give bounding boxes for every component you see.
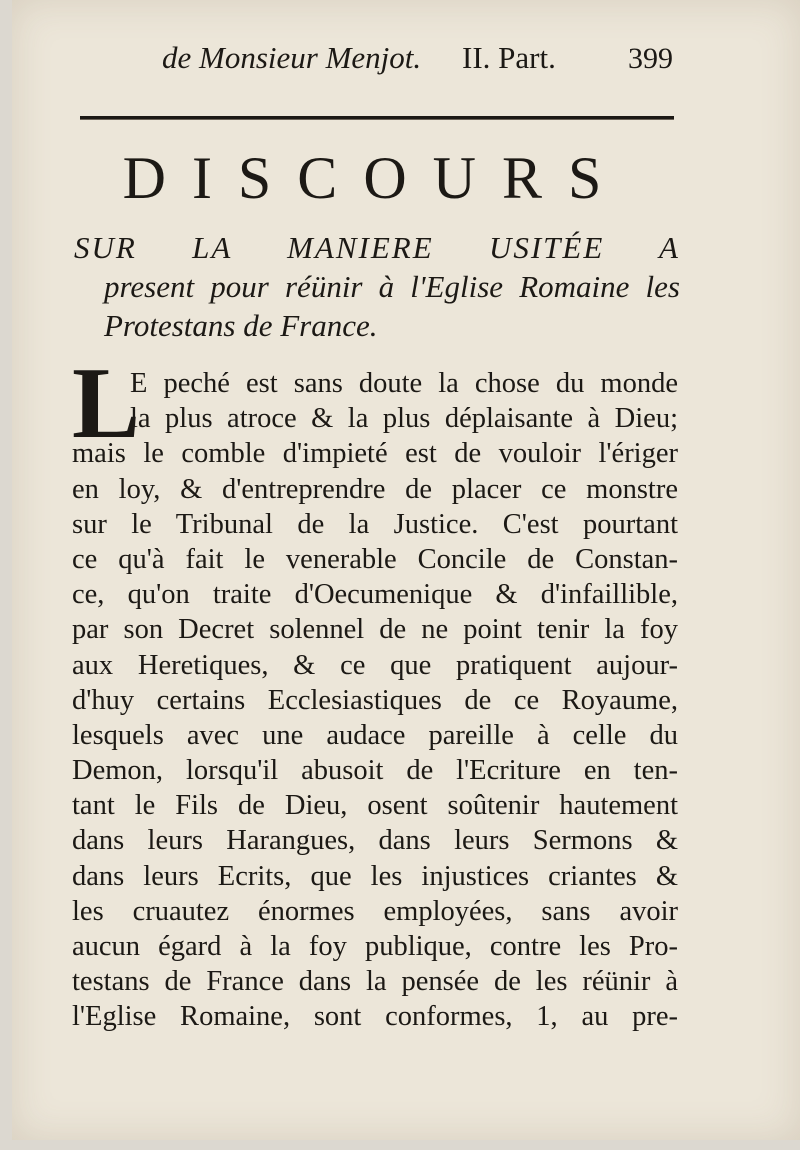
subtitle bbox=[74, 228, 680, 345]
subtitle-line-1: SUR LA MANIERE USITÉE A bbox=[74, 230, 680, 265]
text-line: lesquels avec une audace pareille à celle du bbox=[72, 719, 678, 751]
text-line: ce qu'à fait le venerable Concile de Constan- bbox=[72, 543, 678, 575]
text-line: aux Heretiques, & ce que pratiquent aujour- bbox=[72, 649, 678, 681]
text-line: sur le Tribunal de la Justice. C'est pourtant bbox=[72, 508, 678, 540]
text-line: par son Decret solennel de ne point tenir la foy bbox=[72, 614, 678, 646]
text-line: dans leurs Harangues, dans leurs Sermons & bbox=[72, 825, 678, 857]
text-line: Demon, lorsqu'il abusoit de l'Ecriture en ten- bbox=[72, 755, 678, 787]
page-number: 399 bbox=[628, 42, 673, 75]
text-line: l'Eglise Romaine, sont conformes, 1, au pre- bbox=[72, 1001, 678, 1033]
drop-cap: L bbox=[72, 347, 141, 460]
text-line: E peché est sans doute la chose du monde bbox=[130, 368, 678, 399]
text-line: dans leurs Ecrits, que les injustices criantes & bbox=[72, 860, 678, 892]
text-line: testans de France dans la pensée de les réünir à bbox=[72, 966, 678, 998]
part-label: II. Part. bbox=[462, 40, 556, 75]
header-rule bbox=[80, 116, 674, 120]
book-page bbox=[12, 0, 800, 1140]
running-title: de Monsieur Menjot. bbox=[162, 40, 422, 75]
text-line: ce, qu'on traite d'Oecumenique & d'infaillible, bbox=[72, 579, 678, 611]
body-text bbox=[72, 366, 678, 1035]
subtitle-line-2: present pour réünir à l'Eglise Romaine les bbox=[104, 269, 680, 304]
text-line: en loy, & d'entreprendre de placer ce monstre bbox=[72, 473, 678, 505]
text-line: mais le comble d'impieté est de vouloir l'ériger bbox=[72, 438, 678, 470]
text-line: aucun égard à la foy publique, contre les Pro- bbox=[72, 931, 678, 962]
text-line: d'huy certains Ecclesiastiques de ce Royaume, bbox=[72, 684, 678, 716]
text-line: les cruautez énormes employées, sans avoir bbox=[72, 895, 678, 927]
running-header bbox=[162, 40, 682, 90]
page-title: DISCOURS bbox=[122, 145, 628, 211]
subtitle-line-3: Protestans de France. bbox=[104, 308, 378, 343]
text-line: la plus atroce & la plus déplaisante à Dieu; bbox=[130, 403, 678, 435]
text-line: tant le Fils de Dieu, osent soûtenir hautement bbox=[72, 790, 678, 822]
